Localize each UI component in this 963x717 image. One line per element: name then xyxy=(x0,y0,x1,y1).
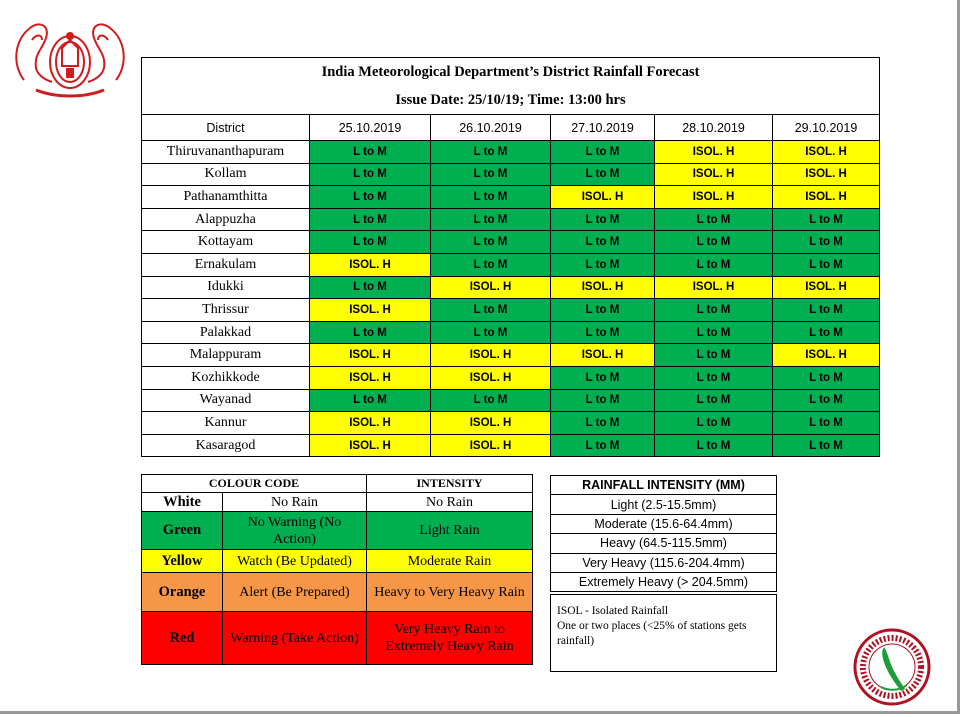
forecast-cell: L to M xyxy=(655,253,773,276)
legend-header-colour: COLOUR CODE xyxy=(142,475,367,493)
forecast-cell: L to M xyxy=(773,208,880,231)
legend-row-red xyxy=(142,612,533,665)
intensity-item: Light (2.5-15.5mm) xyxy=(551,495,777,514)
forecast-cell: ISOL. H xyxy=(310,344,431,367)
isol-note-line2: One or two places (<25% of stations gets rainfall) xyxy=(557,620,747,647)
forecast-cell: L to M xyxy=(310,321,431,344)
forecast-cell: L to M xyxy=(655,389,773,412)
district-name: Wayanad xyxy=(142,389,310,412)
forecast-cell: L to M xyxy=(655,231,773,254)
legend-row-green xyxy=(142,512,533,550)
legend-intensity: Heavy to Very Heavy Rain xyxy=(367,573,533,612)
isol-note xyxy=(550,594,777,672)
forecast-body xyxy=(142,141,880,457)
forecast-cell: ISOL. H xyxy=(310,253,431,276)
forecast-cell: ISOL. H xyxy=(431,434,551,457)
forecast-title-row xyxy=(142,58,880,115)
legend-header-row xyxy=(142,475,533,493)
legend-meaning: Warning (Take Action) xyxy=(223,612,367,665)
forecast-cell: L to M xyxy=(551,141,655,164)
forecast-cell: ISOL. H xyxy=(431,412,551,435)
forecast-header-row xyxy=(142,115,880,141)
intensity-item: Extremely Heavy (> 204.5mm) xyxy=(551,572,777,591)
forecast-cell: L to M xyxy=(551,412,655,435)
table-row xyxy=(142,412,880,435)
forecast-cell: ISOL. H xyxy=(551,344,655,367)
legend-colour-name: Yellow xyxy=(142,550,223,573)
forecast-cell: L to M xyxy=(551,366,655,389)
table-row xyxy=(142,389,880,412)
table-row xyxy=(142,276,880,299)
district-name: Kasaragod xyxy=(142,434,310,457)
forecast-cell: L to M xyxy=(431,389,551,412)
colour-code-legend xyxy=(141,474,533,665)
district-name: Kozhikkode xyxy=(142,366,310,389)
forecast-cell: L to M xyxy=(655,344,773,367)
forecast-cell: L to M xyxy=(773,299,880,322)
forecast-table xyxy=(141,57,880,457)
forecast-cell: L to M xyxy=(310,208,431,231)
column-header: District xyxy=(142,115,310,141)
forecast-cell: ISOL. H xyxy=(310,299,431,322)
legend-colour-name: White xyxy=(142,493,223,512)
legend-colour-name: Orange xyxy=(142,573,223,612)
forecast-cell: L to M xyxy=(551,321,655,344)
forecast-cell: ISOL. H xyxy=(431,276,551,299)
district-name: Kannur xyxy=(142,412,310,435)
district-name: Kottayam xyxy=(142,231,310,254)
legend-intensity: Very Heavy Rain to Extremely Heavy Rain xyxy=(367,612,533,665)
legend-intensity: Light Rain xyxy=(367,512,533,550)
forecast-title: India Meteorological Department’s District Rainfall Forecast xyxy=(321,64,700,80)
kerala-emblem-icon xyxy=(6,10,134,100)
forecast-cell: L to M xyxy=(431,163,551,186)
legend-meaning: Alert (Be Prepared) xyxy=(223,573,367,612)
forecast-cell: L to M xyxy=(551,163,655,186)
legend-meaning: No Warning (No Action) xyxy=(223,512,367,550)
legend-row-white xyxy=(142,493,533,512)
table-row xyxy=(142,434,880,457)
forecast-cell: ISOL. H xyxy=(655,186,773,209)
legend-header-intensity: INTENSITY xyxy=(367,475,533,493)
forecast-cell: ISOL. H xyxy=(773,186,880,209)
forecast-cell: ISOL. H xyxy=(773,344,880,367)
district-name: Alappuzha xyxy=(142,208,310,231)
table-row xyxy=(142,186,880,209)
rainfall-intensity-table xyxy=(550,475,777,592)
legend-colour-name: Red xyxy=(142,612,223,665)
forecast-cell: ISOL. H xyxy=(431,366,551,389)
district-name: Ernakulam xyxy=(142,253,310,276)
forecast-cell: L to M xyxy=(551,389,655,412)
forecast-cell: ISOL. H xyxy=(773,141,880,164)
column-header: 26.10.2019 xyxy=(431,115,551,141)
legend-intensity: No Rain xyxy=(367,493,533,512)
forecast-cell: ISOL. H xyxy=(431,344,551,367)
forecast-cell: L to M xyxy=(773,366,880,389)
forecast-cell: ISOL. H xyxy=(551,276,655,299)
forecast-cell: L to M xyxy=(431,208,551,231)
forecast-cell: L to M xyxy=(310,389,431,412)
table-row xyxy=(142,321,880,344)
forecast-cell: L to M xyxy=(773,321,880,344)
intensity-item: Heavy (64.5-115.5mm) xyxy=(551,534,777,553)
table-row xyxy=(142,366,880,389)
table-row xyxy=(142,163,880,186)
forecast-cell: L to M xyxy=(431,186,551,209)
imd-kerala-logo-icon xyxy=(851,627,933,707)
intensity-item: Moderate (15.6-64.4mm) xyxy=(551,514,777,533)
forecast-cell: L to M xyxy=(431,253,551,276)
issue-date: Issue Date: 25/10/19; Time: 13:00 hrs xyxy=(395,92,626,108)
forecast-cell: L to M xyxy=(431,299,551,322)
district-name: Idukki xyxy=(142,276,310,299)
column-header: 25.10.2019 xyxy=(310,115,431,141)
forecast-cell: L to M xyxy=(551,434,655,457)
forecast-cell: L to M xyxy=(655,434,773,457)
district-name: Malappuram xyxy=(142,344,310,367)
rainfall-intensity-title: RAINFALL INTENSITY (MM) xyxy=(551,476,777,495)
forecast-cell: ISOL. H xyxy=(310,412,431,435)
legend-meaning: No Rain xyxy=(223,493,367,512)
forecast-cell: L to M xyxy=(655,208,773,231)
forecast-cell: L to M xyxy=(551,299,655,322)
forecast-cell: L to M xyxy=(551,231,655,254)
forecast-cell: L to M xyxy=(551,208,655,231)
forecast-cell: L to M xyxy=(655,412,773,435)
forecast-cell: ISOL. H xyxy=(310,434,431,457)
forecast-cell: ISOL. H xyxy=(773,276,880,299)
forecast-cell: L to M xyxy=(773,253,880,276)
table-row xyxy=(142,141,880,164)
forecast-cell: L to M xyxy=(310,163,431,186)
forecast-cell: L to M xyxy=(773,412,880,435)
column-header: 29.10.2019 xyxy=(773,115,880,141)
district-name: Thrissur xyxy=(142,299,310,322)
forecast-cell: L to M xyxy=(310,186,431,209)
forecast-cell: L to M xyxy=(431,231,551,254)
column-header: 27.10.2019 xyxy=(551,115,655,141)
forecast-cell: ISOL. H xyxy=(655,141,773,164)
forecast-cell: L to M xyxy=(773,389,880,412)
legend-row-orange xyxy=(142,573,533,612)
legend-meaning: Watch (Be Updated) xyxy=(223,550,367,573)
table-row xyxy=(142,208,880,231)
forecast-cell: ISOL. H xyxy=(655,163,773,186)
forecast-cell: L to M xyxy=(310,231,431,254)
district-name: Palakkad xyxy=(142,321,310,344)
legend-colour-name: Green xyxy=(142,512,223,550)
table-row xyxy=(142,253,880,276)
forecast-cell: L to M xyxy=(310,141,431,164)
forecast-cell: L to M xyxy=(655,299,773,322)
district-name: Kollam xyxy=(142,163,310,186)
table-row xyxy=(142,344,880,367)
forecast-cell: ISOL. H xyxy=(655,276,773,299)
forecast-cell: ISOL. H xyxy=(551,186,655,209)
legend-intensity: Moderate Rain xyxy=(367,550,533,573)
table-row xyxy=(142,231,880,254)
forecast-cell: L to M xyxy=(551,253,655,276)
forecast-cell: L to M xyxy=(655,321,773,344)
forecast-cell: L to M xyxy=(431,141,551,164)
forecast-cell: L to M xyxy=(431,321,551,344)
forecast-cell: ISOL. H xyxy=(773,163,880,186)
forecast-cell: L to M xyxy=(655,366,773,389)
table-row xyxy=(142,299,880,322)
legend-row-yellow xyxy=(142,550,533,573)
forecast-cell: L to M xyxy=(773,434,880,457)
isol-note-line1: ISOL - Isolated Rainfall xyxy=(557,605,669,617)
column-header: 28.10.2019 xyxy=(655,115,773,141)
intensity-item: Very Heavy (115.6-204.4mm) xyxy=(551,553,777,572)
district-name: Pathanamthitta xyxy=(142,186,310,209)
forecast-cell: L to M xyxy=(310,276,431,299)
forecast-cell: L to M xyxy=(773,231,880,254)
forecast-cell: ISOL. H xyxy=(310,366,431,389)
district-name: Thiruvananthapuram xyxy=(142,141,310,164)
